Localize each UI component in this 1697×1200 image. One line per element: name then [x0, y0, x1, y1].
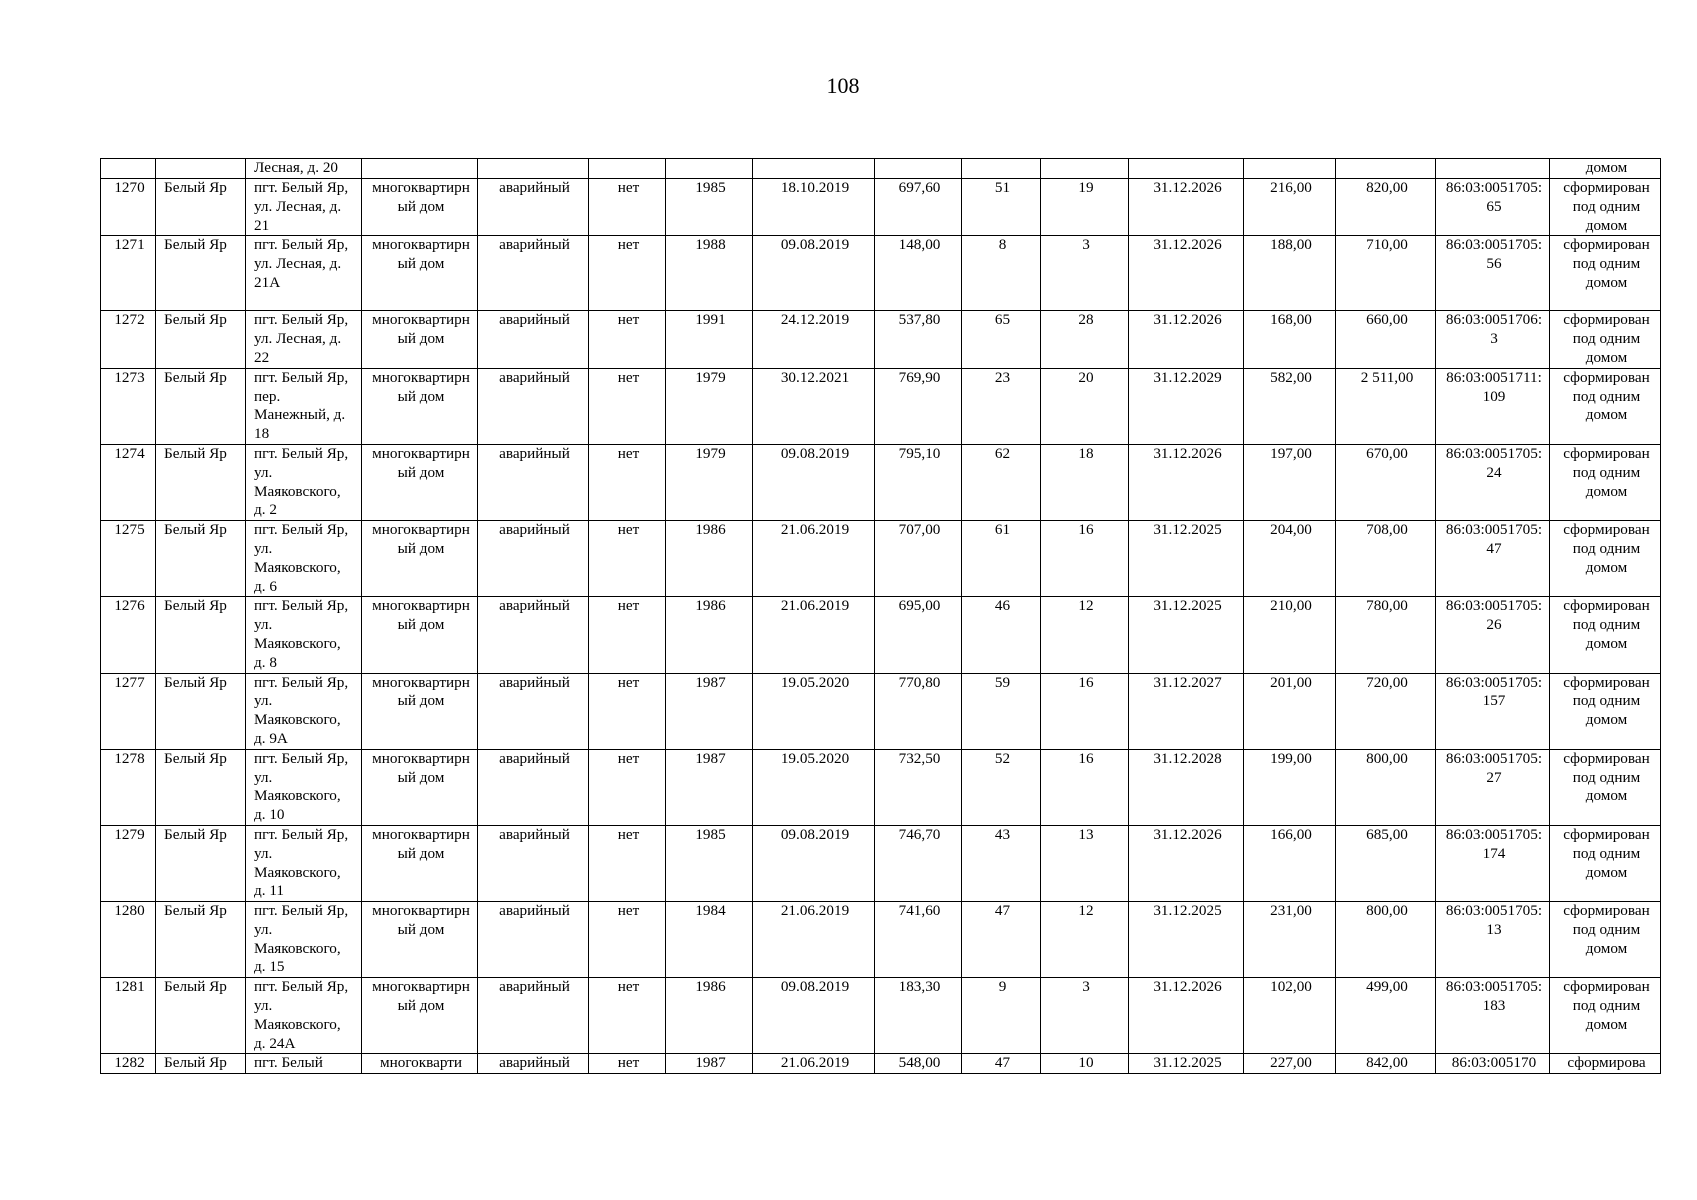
continuation-row [101, 159, 1661, 179]
cell-no: 1273 [101, 368, 156, 444]
cell-status: сформирова [1550, 1054, 1661, 1074]
cell-no: 1274 [101, 444, 156, 520]
cell-apartments: 13 [1041, 825, 1129, 901]
cell-cadastral: 86:03:0051705:65 [1436, 179, 1550, 236]
cell-settlement: Белый Яр [156, 978, 246, 1054]
cell-type: многоквартирный дом [362, 673, 478, 749]
cell-year: 1987 [666, 673, 753, 749]
table-row [101, 521, 1661, 597]
cell-settlement: Белый Яр [156, 236, 246, 311]
cell-year: 1987 [666, 749, 753, 825]
cell-settlement [156, 159, 246, 179]
cell-residents: 23 [962, 368, 1041, 444]
cell-residents: 46 [962, 597, 1041, 673]
cell-address: пгт. Белый Яр, ул. Лесная, д. 21 [246, 179, 362, 236]
cell-status: сформирован под одним домом [1550, 179, 1661, 236]
cell-status: сформирован под одним домом [1550, 673, 1661, 749]
table-row [101, 236, 1661, 311]
cell-land-area: 197,00 [1244, 444, 1336, 520]
cell-cadastral: 86:03:0051705:27 [1436, 749, 1550, 825]
cell-date: 09.08.2019 [753, 978, 875, 1054]
cell-cadastral: 86:03:0051711:109 [1436, 368, 1550, 444]
cell-deadline: 31.12.2026 [1129, 179, 1244, 236]
cell-status: сформирован под одним домом [1550, 902, 1661, 978]
cell-flag: нет [589, 597, 666, 673]
cell-address: пгт. Белый Яр, ул. Маяковского, д. 10 [246, 749, 362, 825]
table-row [101, 597, 1661, 673]
cell-area: 697,60 [875, 179, 962, 236]
cell-settlement: Белый Яр [156, 597, 246, 673]
cell-year: 1988 [666, 236, 753, 311]
cell-residents: 59 [962, 673, 1041, 749]
cell-residents: 62 [962, 444, 1041, 520]
cell-flag: нет [589, 749, 666, 825]
cell-flag [589, 159, 666, 179]
housing-registry-table [100, 158, 1661, 1074]
cell-type: многоквартирный дом [362, 236, 478, 311]
cell-flag: нет [589, 368, 666, 444]
cell-date: 19.05.2020 [753, 749, 875, 825]
cell-condition: аварийный [478, 311, 589, 368]
cell-apartments: 19 [1041, 179, 1129, 236]
cell-land-area: 166,00 [1244, 825, 1336, 901]
cell-status: сформирован под одним домом [1550, 978, 1661, 1054]
cell-apartments: 16 [1041, 521, 1129, 597]
cell-address: пгт. Белый Яр, ул. Маяковского, д. 8 [246, 597, 362, 673]
cell-type: многоквартирный дом [362, 749, 478, 825]
cell-no: 1277 [101, 673, 156, 749]
cell-condition: аварийный [478, 825, 589, 901]
cell-flag: нет [589, 673, 666, 749]
cell-flag: нет [589, 444, 666, 520]
cell-area: 770,80 [875, 673, 962, 749]
cell-condition: аварийный [478, 368, 589, 444]
page-number: 108 [826, 73, 860, 98]
cell-apartments: 3 [1041, 236, 1129, 311]
cell-year: 1979 [666, 368, 753, 444]
cell-flag: нет [589, 978, 666, 1054]
cell-residents: 43 [962, 825, 1041, 901]
cell-date: 09.08.2019 [753, 825, 875, 901]
cell-residents: 47 [962, 902, 1041, 978]
cell-cadastral [1436, 159, 1550, 179]
cell-type [362, 159, 478, 179]
cell-status: домом [1550, 159, 1661, 179]
cell-cadastral: 86:03:0051705:157 [1436, 673, 1550, 749]
cell-residents: 65 [962, 311, 1041, 368]
cell-residents [962, 159, 1041, 179]
cell-land-area [1244, 159, 1336, 179]
table-row [101, 444, 1661, 520]
cell-land-value: 660,00 [1336, 311, 1436, 368]
cell-year: 1984 [666, 902, 753, 978]
cell-status: сформирован под одним домом [1550, 368, 1661, 444]
cell-land-value: 800,00 [1336, 902, 1436, 978]
cell-flag: нет [589, 311, 666, 368]
cell-year: 1987 [666, 1054, 753, 1074]
cell-land-value: 710,00 [1336, 236, 1436, 311]
table-row [101, 179, 1661, 236]
cell-flag: нет [589, 825, 666, 901]
cell-date: 30.12.2021 [753, 368, 875, 444]
cell-flag: нет [589, 902, 666, 978]
cell-condition: аварийный [478, 236, 589, 311]
cell-status: сформирован под одним домом [1550, 444, 1661, 520]
cell-residents: 52 [962, 749, 1041, 825]
cell-address: пгт. Белый Яр, ул. Маяковского, д. 11 [246, 825, 362, 901]
cell-year: 1985 [666, 825, 753, 901]
cell-year: 1985 [666, 179, 753, 236]
cell-apartments: 18 [1041, 444, 1129, 520]
cell-type: многоквартирный дом [362, 978, 478, 1054]
cell-address: пгт. Белый Яр, ул. Маяковского, д. 15 [246, 902, 362, 978]
cell-flag: нет [589, 521, 666, 597]
cell-area: 769,90 [875, 368, 962, 444]
table-row [101, 978, 1661, 1054]
cell-address: пгт. Белый Яр, пер. Манежный, д. 18 [246, 368, 362, 444]
cell-deadline: 31.12.2027 [1129, 673, 1244, 749]
cell-date: 21.06.2019 [753, 521, 875, 597]
cell-condition: аварийный [478, 597, 589, 673]
cell-deadline: 31.12.2029 [1129, 368, 1244, 444]
cell-apartments [1041, 159, 1129, 179]
cell-type: многоквартирный дом [362, 521, 478, 597]
cell-cadastral: 86:03:0051705:26 [1436, 597, 1550, 673]
cell-cadastral: 86:03:0051705:56 [1436, 236, 1550, 311]
cell-land-value: 2 511,00 [1336, 368, 1436, 444]
cell-land-value: 499,00 [1336, 978, 1436, 1054]
cell-condition: аварийный [478, 1054, 589, 1074]
cell-settlement: Белый Яр [156, 1054, 246, 1074]
cell-cadastral: 86:03:0051705:24 [1436, 444, 1550, 520]
cell-land-area: 201,00 [1244, 673, 1336, 749]
cell-cadastral: 86:03:0051705:13 [1436, 902, 1550, 978]
table-row [101, 902, 1661, 978]
cell-area: 148,00 [875, 236, 962, 311]
cell-condition: аварийный [478, 521, 589, 597]
cell-apartments: 10 [1041, 1054, 1129, 1074]
cell-land-area: 227,00 [1244, 1054, 1336, 1074]
cell-status: сформирован под одним домом [1550, 597, 1661, 673]
cell-date: 21.06.2019 [753, 597, 875, 673]
cell-land-value: 685,00 [1336, 825, 1436, 901]
cell-deadline: 31.12.2025 [1129, 1054, 1244, 1074]
cell-settlement: Белый Яр [156, 368, 246, 444]
cell-settlement: Белый Яр [156, 311, 246, 368]
cell-apartments: 20 [1041, 368, 1129, 444]
cell-area: 707,00 [875, 521, 962, 597]
cell-land-value: 780,00 [1336, 597, 1436, 673]
cell-area: 695,00 [875, 597, 962, 673]
cell-no: 1278 [101, 749, 156, 825]
cell-year: 1979 [666, 444, 753, 520]
cell-land-value: 670,00 [1336, 444, 1436, 520]
table-row [101, 1054, 1661, 1074]
cell-deadline: 31.12.2025 [1129, 521, 1244, 597]
cell-condition: аварийный [478, 179, 589, 236]
cell-type: многоквартирный дом [362, 825, 478, 901]
cell-condition: аварийный [478, 444, 589, 520]
cell-status: сформирован под одним домом [1550, 311, 1661, 368]
cell-address: пгт. Белый [246, 1054, 362, 1074]
cell-condition: аварийный [478, 902, 589, 978]
cell-cadastral: 86:03:0051705:174 [1436, 825, 1550, 901]
cell-area: 741,60 [875, 902, 962, 978]
cell-deadline: 31.12.2026 [1129, 311, 1244, 368]
cell-apartments: 16 [1041, 673, 1129, 749]
cell-area: 537,80 [875, 311, 962, 368]
table-row [101, 673, 1661, 749]
cell-land-value: 842,00 [1336, 1054, 1436, 1074]
cell-year: 1986 [666, 978, 753, 1054]
cell-apartments: 16 [1041, 749, 1129, 825]
cell-apartments: 12 [1041, 597, 1129, 673]
cell-land-value: 800,00 [1336, 749, 1436, 825]
cell-flag: нет [589, 1054, 666, 1074]
cell-area: 746,70 [875, 825, 962, 901]
cell-area: 795,10 [875, 444, 962, 520]
cell-address: пгт. Белый Яр, ул. Лесная, д. 21А [246, 236, 362, 311]
cell-land-value: 720,00 [1336, 673, 1436, 749]
cell-land-area: 199,00 [1244, 749, 1336, 825]
cell-cadastral: 86:03:0051705:183 [1436, 978, 1550, 1054]
cell-year [666, 159, 753, 179]
table-row [101, 311, 1661, 368]
cell-land-area: 188,00 [1244, 236, 1336, 311]
cell-area: 548,00 [875, 1054, 962, 1074]
cell-deadline: 31.12.2026 [1129, 444, 1244, 520]
table-row [101, 825, 1661, 901]
cell-date: 19.05.2020 [753, 673, 875, 749]
cell-land-area: 168,00 [1244, 311, 1336, 368]
cell-deadline: 31.12.2026 [1129, 825, 1244, 901]
cell-no: 1276 [101, 597, 156, 673]
cell-no: 1275 [101, 521, 156, 597]
cell-land-area: 216,00 [1244, 179, 1336, 236]
cell-address: пгт. Белый Яр, ул. Лесная, д. 22 [246, 311, 362, 368]
cell-deadline: 31.12.2028 [1129, 749, 1244, 825]
cell-settlement: Белый Яр [156, 444, 246, 520]
cell-deadline: 31.12.2026 [1129, 236, 1244, 311]
cell-date: 09.08.2019 [753, 444, 875, 520]
cell-settlement: Белый Яр [156, 825, 246, 901]
cell-apartments: 12 [1041, 902, 1129, 978]
cell-land-area: 204,00 [1244, 521, 1336, 597]
cell-no: 1280 [101, 902, 156, 978]
cell-year: 1986 [666, 521, 753, 597]
cell-no: 1270 [101, 179, 156, 236]
cell-type: многоквартирный дом [362, 597, 478, 673]
cell-deadline: 31.12.2025 [1129, 597, 1244, 673]
cell-address: пгт. Белый Яр, ул. Маяковского, д. 2 [246, 444, 362, 520]
cell-type: многокварти [362, 1054, 478, 1074]
cell-status: сформирован под одним домом [1550, 521, 1661, 597]
cell-type: многоквартирный дом [362, 179, 478, 236]
cell-date: 21.06.2019 [753, 1054, 875, 1074]
cell-year: 1986 [666, 597, 753, 673]
cell-address: пгт. Белый Яр, ул. Маяковского, д. 6 [246, 521, 362, 597]
cell-land-value: 820,00 [1336, 179, 1436, 236]
cell-status: сформирован под одним домом [1550, 236, 1661, 311]
cell-no: 1282 [101, 1054, 156, 1074]
cell-residents: 9 [962, 978, 1041, 1054]
cell-condition: аварийный [478, 749, 589, 825]
cell-land-value: 708,00 [1336, 521, 1436, 597]
cell-apartments: 28 [1041, 311, 1129, 368]
cell-no: 1281 [101, 978, 156, 1054]
cell-condition: аварийный [478, 978, 589, 1054]
cell-land-value [1336, 159, 1436, 179]
cell-address: пгт. Белый Яр, ул. Маяковского, д. 9А [246, 673, 362, 749]
cell-type: многоквартирный дом [362, 311, 478, 368]
cell-area: 732,50 [875, 749, 962, 825]
cell-area: 183,30 [875, 978, 962, 1054]
cell-flag: нет [589, 179, 666, 236]
cell-date: 21.06.2019 [753, 902, 875, 978]
cell-status: сформирован под одним домом [1550, 749, 1661, 825]
cell-type: многоквартирный дом [362, 368, 478, 444]
cell-condition: аварийный [478, 673, 589, 749]
cell-land-area: 210,00 [1244, 597, 1336, 673]
cell-condition [478, 159, 589, 179]
cell-date [753, 159, 875, 179]
cell-address: Лесная, д. 20 [246, 159, 362, 179]
cell-date: 18.10.2019 [753, 179, 875, 236]
cell-flag: нет [589, 236, 666, 311]
cell-date: 24.12.2019 [753, 311, 875, 368]
cell-settlement: Белый Яр [156, 749, 246, 825]
cell-deadline [1129, 159, 1244, 179]
cell-deadline: 31.12.2026 [1129, 978, 1244, 1054]
cell-type: многоквартирный дом [362, 444, 478, 520]
cell-no: 1279 [101, 825, 156, 901]
cell-residents: 51 [962, 179, 1041, 236]
cell-residents: 8 [962, 236, 1041, 311]
cell-land-area: 582,00 [1244, 368, 1336, 444]
cell-land-area: 231,00 [1244, 902, 1336, 978]
cell-residents: 61 [962, 521, 1041, 597]
cell-year: 1991 [666, 311, 753, 368]
cell-area [875, 159, 962, 179]
cell-deadline: 31.12.2025 [1129, 902, 1244, 978]
cell-cadastral: 86:03:005170 [1436, 1054, 1550, 1074]
table-row [101, 749, 1661, 825]
cell-settlement: Белый Яр [156, 521, 246, 597]
cell-no [101, 159, 156, 179]
cell-settlement: Белый Яр [156, 673, 246, 749]
cell-apartments: 3 [1041, 978, 1129, 1054]
cell-cadastral: 86:03:0051705:47 [1436, 521, 1550, 597]
cell-residents: 47 [962, 1054, 1041, 1074]
table-row [101, 368, 1661, 444]
cell-cadastral: 86:03:0051706:3 [1436, 311, 1550, 368]
cell-settlement: Белый Яр [156, 179, 246, 236]
cell-settlement: Белый Яр [156, 902, 246, 978]
cell-address: пгт. Белый Яр, ул. Маяковского, д. 24А [246, 978, 362, 1054]
cell-status: сформирован под одним домом [1550, 825, 1661, 901]
cell-land-area: 102,00 [1244, 978, 1336, 1054]
cell-date: 09.08.2019 [753, 236, 875, 311]
cell-no: 1271 [101, 236, 156, 311]
cell-no: 1272 [101, 311, 156, 368]
cell-type: многоквартирный дом [362, 902, 478, 978]
